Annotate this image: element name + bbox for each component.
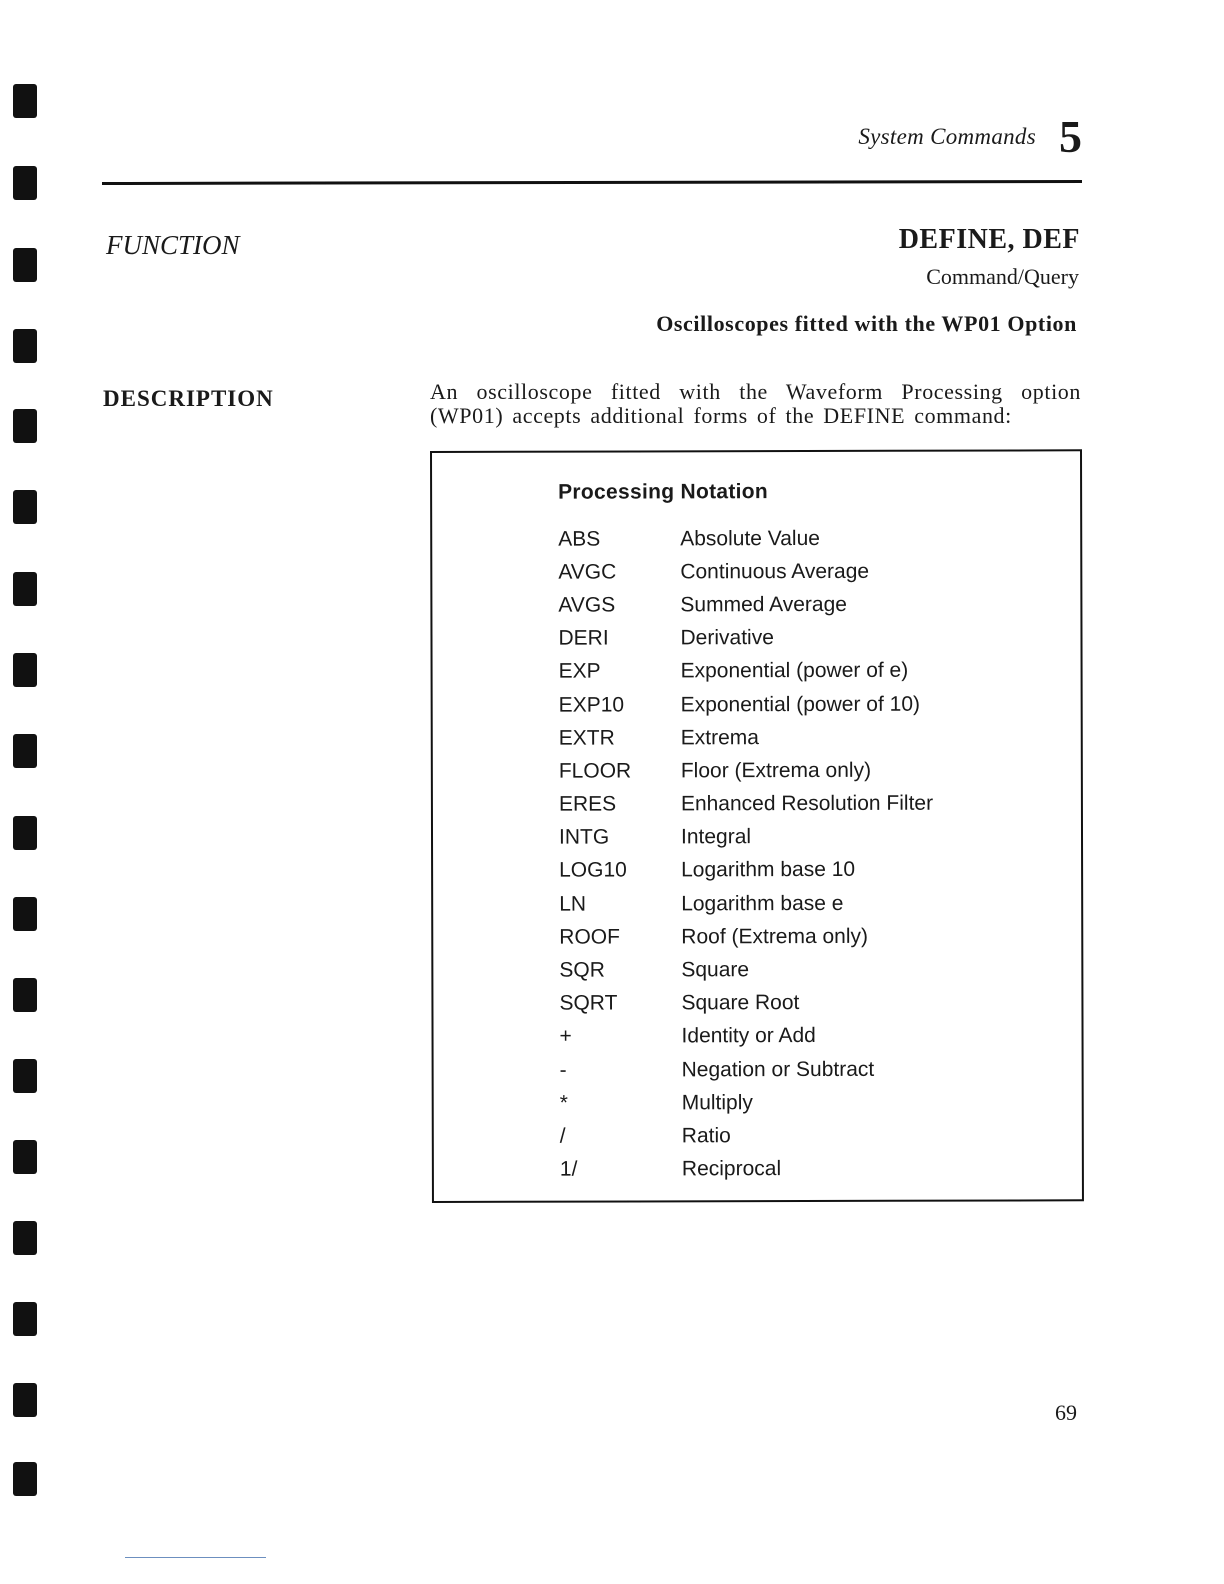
notation-row: [559, 654, 933, 688]
binding-hole: [13, 1221, 37, 1255]
notation-code: ERES: [558, 792, 617, 816]
notation-code: ROOF: [559, 925, 620, 949]
notation-code: EXP10: [558, 693, 625, 717]
notation-row: [558, 555, 932, 589]
notation-code: AVGS: [558, 593, 616, 617]
notation-list: [558, 522, 934, 1187]
notation-description: Integral: [680, 825, 752, 849]
running-header-title: System Commands: [858, 124, 1036, 149]
notation-description: Identity or Add: [681, 1024, 816, 1048]
binding-hole: [13, 84, 37, 118]
notation-code: *: [559, 1091, 568, 1115]
binding-hole: [13, 816, 37, 850]
notation-row: [559, 787, 933, 821]
notation-code: LOG10: [559, 858, 627, 883]
command-type: Command/Query: [926, 264, 1079, 289]
binding-hole: [13, 572, 37, 606]
binding-hole: [13, 1383, 37, 1417]
notation-description: Multiply: [681, 1090, 753, 1115]
page-number: 69: [1055, 1400, 1077, 1425]
notation-code: EXP: [558, 659, 601, 684]
notation-code: EXTR: [558, 726, 615, 750]
notation-description: Summed Average: [680, 592, 847, 617]
notation-row: [559, 854, 933, 888]
binding-hole: [13, 1462, 37, 1496]
notation-row: [558, 621, 932, 655]
notation-description: Exponential (power of 10): [680, 692, 921, 716]
notation-description: Exponential (power of e): [680, 659, 909, 683]
notation-row: [558, 588, 932, 622]
notation-description: Negation or Subtract: [681, 1057, 875, 1081]
processing-notation-box: [430, 449, 1084, 1203]
binding-hole: [13, 734, 37, 768]
binding-hole: [13, 1302, 37, 1336]
function-label: FUNCTION: [106, 230, 240, 260]
notation-code: -: [559, 1058, 567, 1082]
notation-code: SQR: [559, 958, 605, 982]
notation-code: 1/: [559, 1157, 578, 1181]
chapter-number: 5: [1059, 111, 1082, 162]
notation-row: [560, 1053, 934, 1087]
notation-description: Square: [681, 958, 750, 982]
notation-code: ABS: [558, 527, 601, 551]
notation-description: Square Root: [681, 991, 800, 1015]
notation-row: [559, 986, 933, 1020]
notation-row: [560, 1152, 934, 1186]
notation-description: Derivative: [680, 626, 774, 650]
notation-row: [559, 887, 933, 921]
notation-row: [559, 1019, 933, 1053]
notation-description: Extrema: [680, 725, 759, 750]
notation-code: AVGC: [558, 560, 617, 584]
notation-heading: Processing Notation: [558, 480, 769, 504]
binding-hole: [13, 490, 37, 524]
notation-code: /: [559, 1124, 566, 1148]
notation-description: Continuous Average: [680, 559, 870, 584]
notation-row: [559, 820, 933, 854]
notation-description: Roof (Extrema only): [681, 924, 869, 949]
notation-row: [559, 688, 933, 722]
notation-description: Floor (Extrema only): [680, 758, 872, 783]
notation-code: INTG: [558, 825, 610, 849]
notation-code: FLOOR: [558, 759, 632, 783]
description-text: An oscilloscope fitted with the Waveform Processing option (WP01) accepts additional forms of the DEFINE command:: [430, 379, 1081, 428]
binding-hole: [13, 978, 37, 1012]
notation-code: +: [559, 1025, 572, 1049]
binding-hole: [13, 897, 37, 931]
notation-description: Logarithm base e: [681, 891, 844, 916]
notation-description: Enhanced Resolution Filter: [680, 791, 934, 816]
notation-row: [560, 1119, 934, 1153]
notation-description: Logarithm base 10: [681, 858, 856, 882]
notation-row: [559, 920, 933, 954]
option-note: Oscilloscopes fitted with the WP01 Option: [656, 311, 1077, 336]
notation-code: SQRT: [559, 991, 618, 1015]
header-rule: [102, 180, 1082, 185]
binding-hole: [13, 1059, 37, 1093]
notation-row: [559, 953, 933, 987]
notation-row: [559, 754, 933, 788]
notation-row: [560, 1086, 934, 1120]
binding-hole: [13, 166, 37, 200]
footer-rule: [125, 1557, 266, 1558]
binding-hole: [13, 653, 37, 687]
notation-row: [558, 522, 932, 556]
command-name: DEFINE, DEF: [898, 224, 1080, 255]
notation-row: [559, 721, 933, 755]
notation-description: Reciprocal: [681, 1157, 782, 1181]
notation-description: Absolute Value: [680, 526, 820, 550]
binding-hole: [13, 1140, 37, 1174]
description-label: DESCRIPTION: [103, 386, 274, 411]
binding-hole: [13, 329, 37, 363]
notation-description: Ratio: [681, 1124, 731, 1148]
binding-hole: [13, 409, 37, 443]
binding-hole: [13, 248, 37, 282]
notation-code: LN: [559, 892, 587, 916]
notation-code: DERI: [558, 626, 609, 650]
